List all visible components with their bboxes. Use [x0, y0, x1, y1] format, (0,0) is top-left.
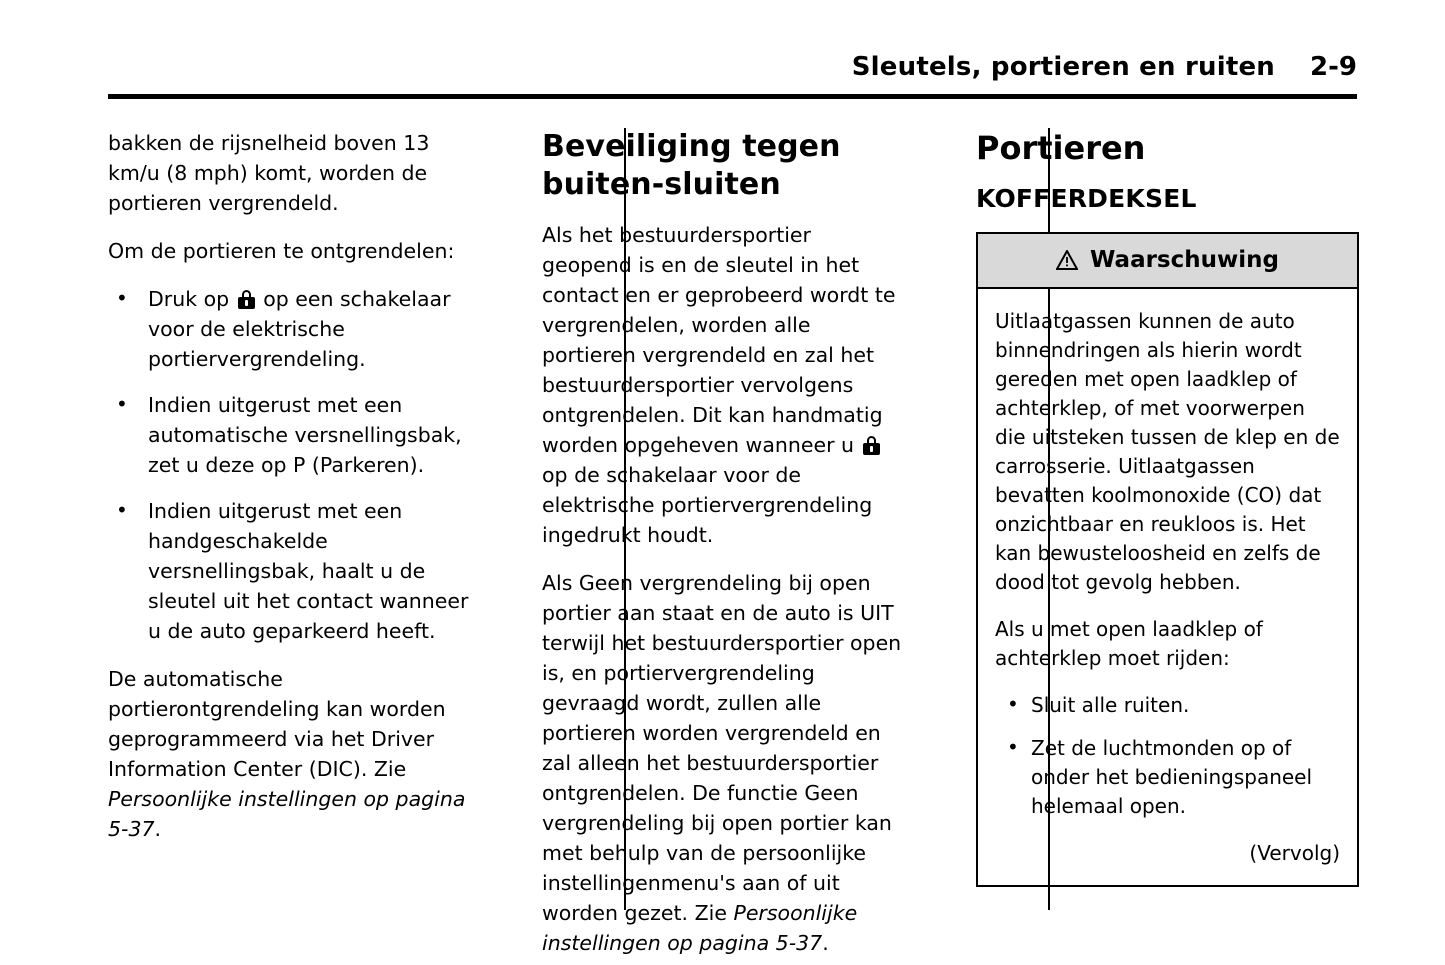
bullet-text: Indien uitgerust met een handgeschakelde versnellingsbak, haalt u de sleutel uit het contact wanneer u de auto geparkeerd heeft. — [148, 499, 469, 643]
page-header — [108, 52, 1357, 102]
paragraph-lockout-2 — [542, 568, 906, 958]
subsection-heading-trunk: KOFFERDEKSEL — [976, 184, 1197, 213]
page-title: Sleutels, portieren en ruiten — [851, 52, 1275, 82]
column-middle — [512, 128, 936, 955]
bullet-text-post: op een schakelaar voor de elektrische portiervergrendeling. — [148, 287, 451, 371]
paragraph-text-b: . — [154, 817, 162, 841]
warning-label: Waarschuwing — [1090, 247, 1279, 273]
bullet-text-pre: Druk op — [148, 287, 236, 311]
paragraph-text-b: op de schakelaar voor de elektrische portiervergrendeling ingedrukt houdt. — [542, 463, 873, 547]
warning-triangle-icon — [1056, 250, 1078, 270]
column-right — [936, 128, 1360, 910]
cross-reference-link: Persoonlijke instellingen op pagina 5-37 — [542, 901, 858, 955]
warning-header — [978, 234, 1357, 289]
warning-paragraph-1: Uitlaatgassen kunnen de auto binnendringen als hierin wordt gereden met open laadklep of achterklep, of met voorwerpen die uitsteken tussen de klep en de carrosserie. Uitlaatgassen bevatten koolmonoxide (CO) dat onzichtbaar en reukloos is. Het kan bewusteloosheid en zelfs de dood tot gevolg hebben. — [995, 309, 1340, 594]
paragraph-text-a: Als het bestuurdersportier geopend is en de sleutel in het contact en er geprobeerd wordt te vergrendelen, worden alle portieren vergrendeld en zal het bestuurdersportier vervolgens ontgrendelen. Dit kan handmatig worden opgeheven wanneer u — [542, 223, 896, 457]
list-item — [995, 691, 1340, 720]
list-item — [108, 390, 478, 480]
column-left — [108, 128, 512, 910]
warning-box — [976, 232, 1359, 887]
header-divider — [108, 94, 1357, 99]
list-item — [108, 284, 478, 374]
paragraph-text-b: . — [822, 931, 829, 955]
page-number: 2-9 — [1310, 52, 1357, 82]
bullet-text: Indien uitgerust met een automatische versnellingsbak, zet u deze op P (Parkeren). — [148, 393, 462, 477]
section-heading-lockout: Beveiliging tegen buiten‐sluiten — [542, 129, 841, 202]
warning-body — [978, 289, 1357, 885]
paragraph-dic-programming — [108, 664, 478, 844]
bullet-text: Zet de luchtmonden op of onder het bedieningspaneel helemaal open. — [1031, 736, 1313, 818]
section-heading-doors: Portieren — [976, 129, 1146, 167]
unlock-steps-list — [108, 284, 478, 646]
bullet-text: Sluit alle ruiten. — [1031, 693, 1190, 717]
cross-reference-link: Persoonlijke instellingen op pagina 5-37 — [108, 787, 466, 841]
paragraph-text-a: De automatische portierontgrendeling kan worden geprogrammeerd via het Driver Information Center (DIC). Zie — [108, 667, 446, 781]
warning-bullet-list — [995, 691, 1340, 821]
paragraph-unlock-intro: Om de portieren te ontgrendelen: — [108, 239, 455, 263]
paragraph-text-a: Als Geen vergrendeling bij open portier aan staat en de auto is UIT terwijl het bestuurdersportier open is, en portiervergrendeling gevraagd wordt, zullen alle portieren worden vergrendeld en zal alleen het bestuurdersportier ontgrendelen. De functie Geen vergrendeling bij open portier kan met behulp van de persoonlijke instellingenmenu's aan of uit worden gezet. Zie — [542, 571, 902, 925]
list-item — [995, 734, 1340, 821]
paragraph-lockout-1 — [542, 220, 906, 550]
content-columns — [108, 128, 1360, 955]
paragraph-speed-lock: bakken de rijsnelheid boven 13 km/u (8 mph) komt, worden de portieren vergrendeld. — [108, 131, 430, 215]
warning-continued-label: (Vervolg) — [1249, 841, 1340, 865]
lock-icon — [238, 290, 255, 309]
list-item — [108, 496, 478, 646]
lock-icon — [863, 436, 880, 455]
warning-paragraph-2: Als u met open laadklep of achterklep moet rijden: — [995, 617, 1263, 670]
